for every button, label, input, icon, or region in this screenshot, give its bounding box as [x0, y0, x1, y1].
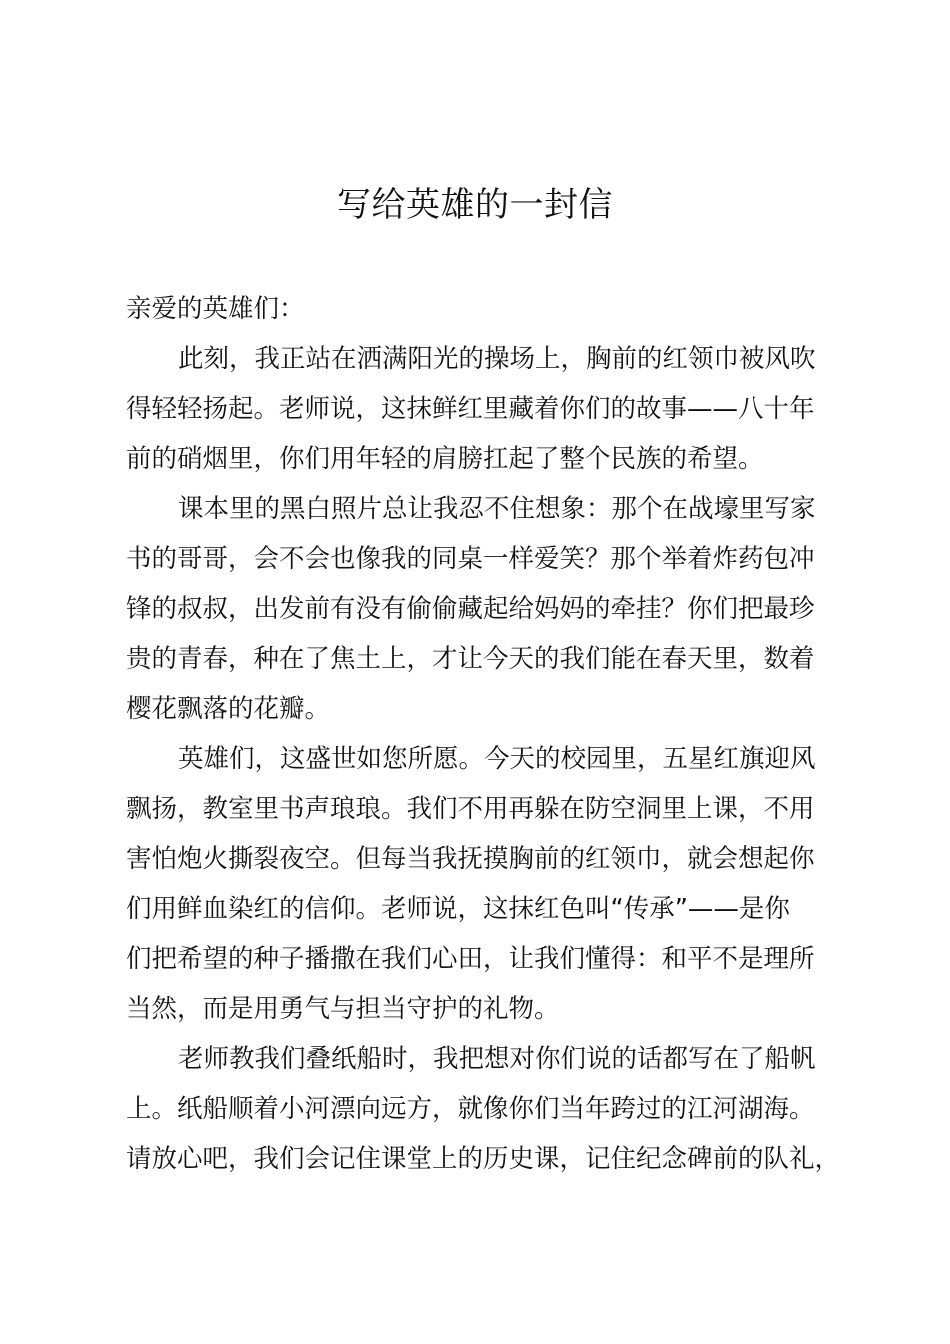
paragraph-3-line-5: 们把希望的种子播撒在我们心田，让我们懂得：和平不是理所 [126, 944, 815, 974]
paragraph-3-line-6: 当然，而是用勇气与担当守护的礼物。 [126, 994, 560, 1024]
paragraph-3-line-3: 害怕炮火撕裂夜空。但每当我抚摸胸前的红领巾，就会想起你 [126, 844, 815, 874]
paragraph-2-line-4: 贵的青春，种在了焦土上，才让今天的我们能在春天里，数着 [126, 644, 815, 674]
paragraph-4-line-2: 上。纸船顺着小河漂向远方，就像你们当年跨过的江河湖海。 [126, 1094, 815, 1124]
letter-body [126, 284, 841, 1184]
paragraph-3-line-1: 英雄们，这盛世如您所愿。今天的校园里，五星红旗迎风 [178, 744, 816, 774]
paragraph-2-line-2: 书的哥哥，会不会也像我的同桌一样爱笑？那个举着炸药包冲 [126, 544, 815, 574]
paragraph-4-line-3: 请放心吧，我们会记住课堂上的历史课，记住纪念碑前的队礼， [126, 1144, 841, 1174]
paragraph-4-line-1: 老师教我们叠纸船时，我把想对你们说的话都写在了船帆 [178, 1044, 816, 1074]
paragraph-3-line-4: 们用鲜血染红的信仰。老师说，这抹红色叫“传承”——是你 [126, 894, 790, 924]
paragraph-2-line-1: 课本里的黑白照片总让我忍不住想象：那个在战壕里写家 [178, 494, 816, 524]
paragraph-1-line-2: 得轻轻扬起。老师说，这抹鲜红里藏着你们的故事——八十年 [126, 394, 815, 424]
paragraph-2-line-3: 锋的叔叔，出发前有没有偷偷藏起给妈妈的牵挂？你们把最珍 [126, 594, 815, 624]
paragraph-1-line-3: 前的硝烟里，你们用年轻的肩膀扛起了整个民族的希望。 [126, 444, 764, 474]
paragraph-3-line-2: 飘扬，教室里书声琅琅。我们不用再躲在防空洞里上课，不用 [126, 794, 815, 824]
document-title: 写给英雄的一封信 [337, 185, 613, 225]
salutation: 亲爱的英雄们： [126, 294, 305, 324]
paragraph-2-line-5: 樱花飘落的花瓣。 [126, 694, 331, 724]
paragraph-1-line-1: 此刻，我正站在洒满阳光的操场上，胸前的红领巾被风吹 [178, 344, 816, 374]
